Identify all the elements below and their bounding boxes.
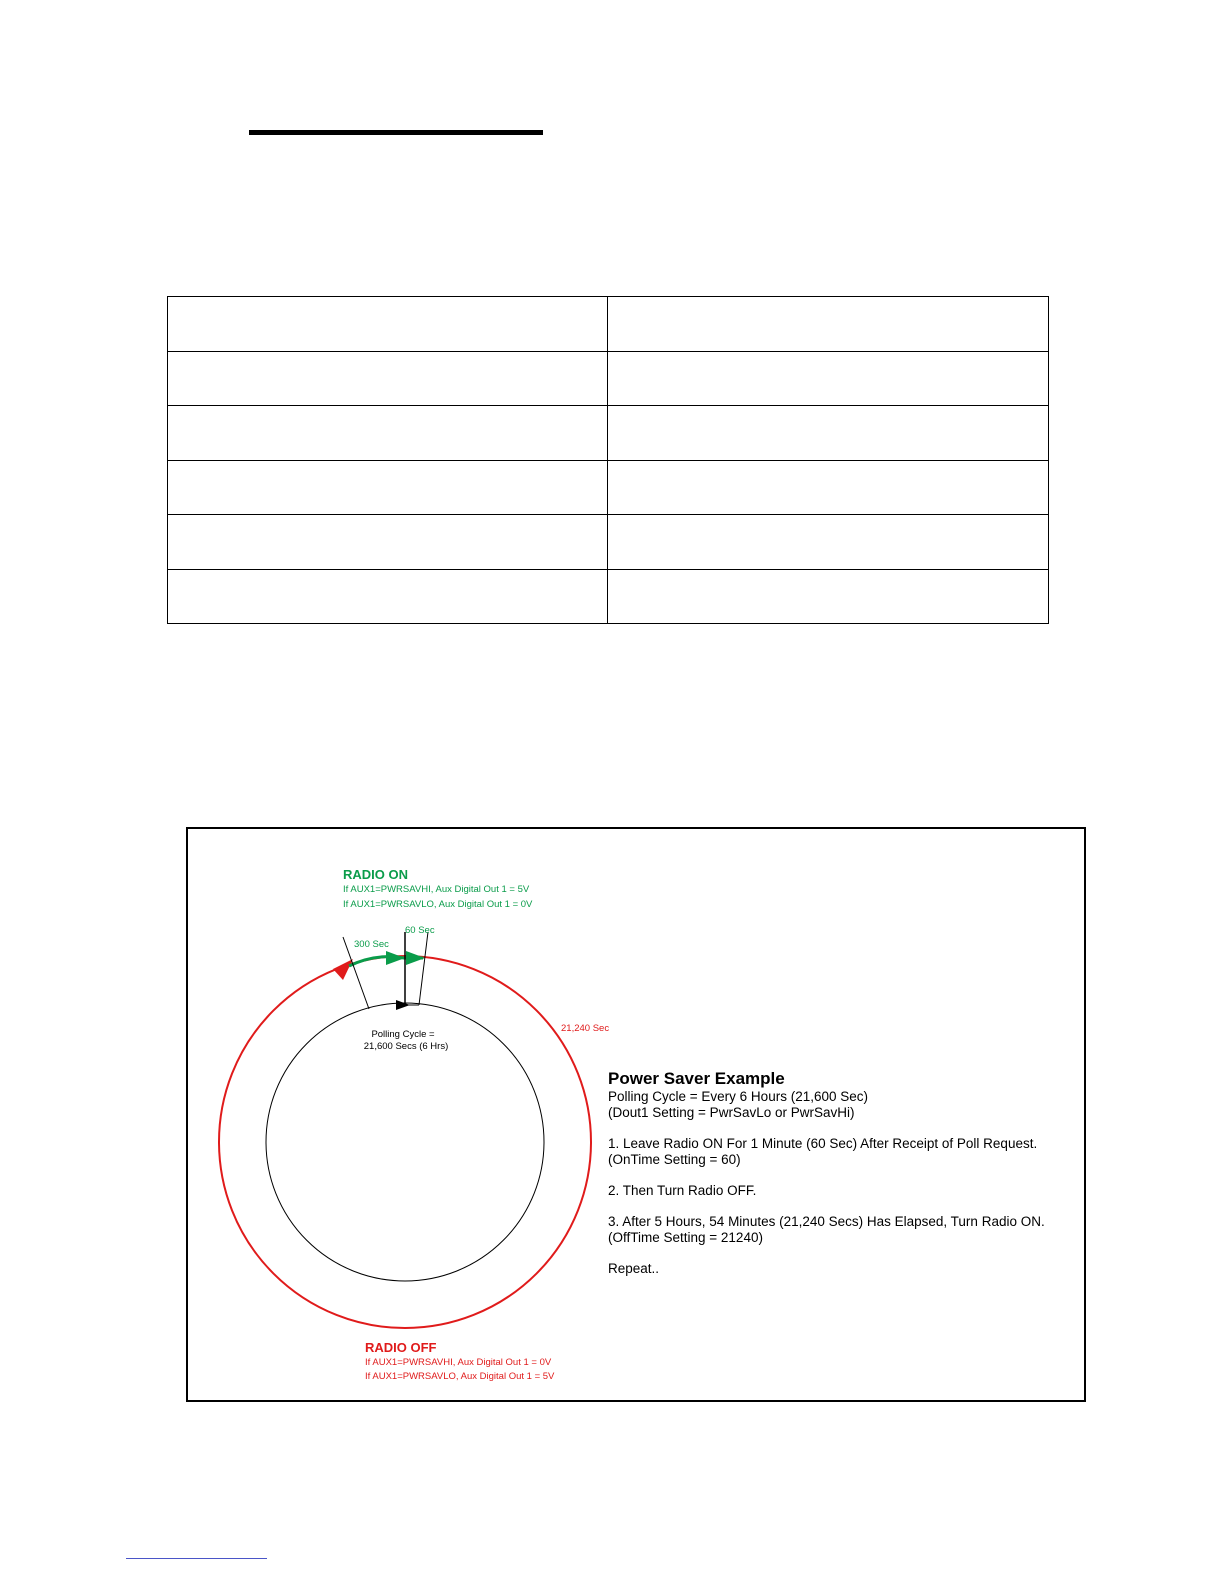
radio-off-line1: If AUX1=PWRSAVHI, Aux Digital Out 1 = 0V [365,1357,552,1368]
table-row [168,351,1049,406]
table-cell [168,351,608,406]
notes-heading: Power Saver Example [608,1069,785,1088]
notes-line: (Dout1 Setting = PwrSavLo or PwrSavHi) [608,1105,855,1120]
center-label-line2: 21,600 Secs (6 Hrs) [363,1041,449,1052]
table-row [168,297,1049,352]
table-cell [608,460,1049,515]
table-cell [608,351,1049,406]
notes-line: 3. After 5 Hours, 54 Minutes (21,240 Secs) Has Elapsed, Turn Radio ON. [608,1214,1045,1229]
table-cell [608,406,1049,461]
leader-line-60 [419,932,428,1005]
center-label-line1: Polling Cycle = [371,1029,435,1040]
radio-off-title: RADIO OFF [365,1340,437,1355]
notes-line: Polling Cycle = Every 6 Hours (21,600 Sec) [608,1089,868,1104]
power-saver-notes [608,1069,1078,1277]
green-arrow-icon [406,951,425,965]
radio-off-cycle [219,956,591,1328]
table-row [168,460,1049,515]
power-saver-figure [186,827,1086,1402]
radio-on-title: RADIO ON [343,867,408,882]
table-cell [168,569,608,624]
black-arrow-icon [396,1000,410,1010]
table-cell [168,460,608,515]
spec-table [167,296,1049,624]
table-row [168,515,1049,570]
notes-line: (OffTime Setting = 21240) [608,1230,763,1245]
title-underline [249,130,543,135]
label-60-sec: 60 Sec [405,925,435,936]
red-arrow-icon [333,959,353,980]
label-21240-sec: 21,240 Sec [561,1023,610,1034]
table-cell [168,297,608,352]
notes-line: 1. Leave Radio ON For 1 Minute (60 Sec) After Receipt of Poll Request. [608,1136,1038,1151]
table-row [168,406,1049,461]
footer-link-underline[interactable] [126,1558,267,1559]
table-cell [608,515,1049,570]
radio-off-line2: If AUX1=PWRSAVLO, Aux Digital Out 1 = 5V [365,1371,555,1382]
table-cell [608,569,1049,624]
table-cell [168,406,608,461]
table-row [168,569,1049,624]
notes-line: (OnTime Setting = 60) [608,1152,741,1167]
radio-on-line2: If AUX1=PWRSAVLO, Aux Digital Out 1 = 0V [343,899,533,910]
label-300-sec: 300 Sec [354,939,389,950]
table-cell [168,515,608,570]
green-arrow-icon [386,951,405,965]
radio-on-line1: If AUX1=PWRSAVHI, Aux Digital Out 1 = 5V [343,884,530,895]
notes-line: Repeat.. [608,1261,660,1276]
notes-line: 2. Then Turn Radio OFF. [608,1183,757,1198]
table-cell [608,297,1049,352]
